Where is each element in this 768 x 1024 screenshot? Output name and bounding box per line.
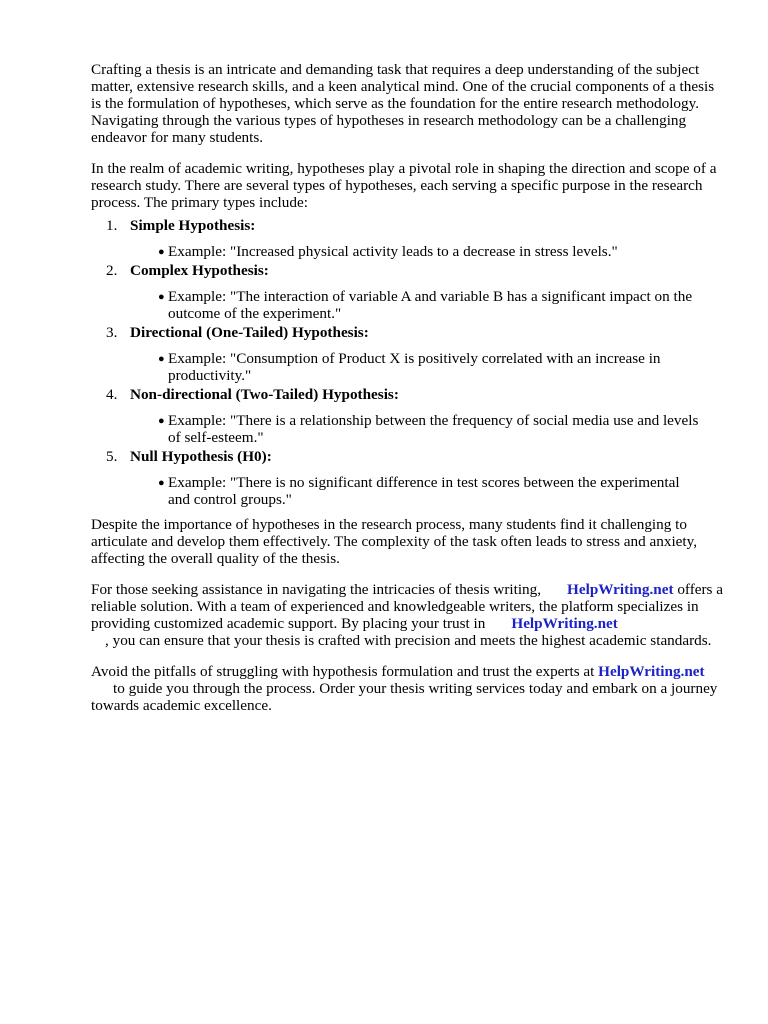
- list-item-example-text: Example: "There is a relationship between the frequency of social media use and levels of self-esteem.": [168, 412, 699, 446]
- list-item-example-text: Example: "The interaction of variable A and variable B has a significant impact on the outcome of the experiment.": [168, 288, 693, 322]
- helpwriting-link[interactable]: HelpWriting.net: [598, 663, 705, 680]
- list-item-number: 5.: [106, 448, 118, 465]
- assistance-paragraph: [91, 581, 723, 649]
- document-body: [91, 61, 723, 728]
- closing-text-1: Avoid the pitfalls of struggling with hypothesis formulation and trust the experts at: [91, 663, 595, 680]
- list-item-number: 2.: [106, 262, 118, 279]
- list-item: [91, 386, 723, 446]
- list-item-example-text: Example: "Increased physical activity leads to a decrease in stress levels.": [168, 243, 618, 260]
- closing-text-2: to guide you through the process. Order your thesis writing services today and embark on a journey towards academic excellence.: [91, 680, 718, 714]
- list-item-title: Complex Hypothesis:: [130, 262, 269, 279]
- intro-paragraph: Crafting a thesis is an intricate and demanding task that requires a deep understanding of the subject matter, extensive research skills, and a keen analytical mind. One of the crucial components of a thesis is the formulation of hypotheses, which serve as the foundation for the entire research methodology. Navigating through the various types of hypotheses in research methodology can be a challenging endeavor for many students.: [91, 61, 715, 146]
- challenge-paragraph: Despite the importance of hypotheses in the research process, many students find it challenging to articulate and develop them effectively. The complexity of the task often leads to stress and anxiety, affecting the overall quality of the thesis.: [91, 516, 698, 567]
- types-intro-paragraph: In the realm of academic writing, hypotheses play a pivotal role in shaping the direction and scope of a research study. There are several types of hypotheses, each serving a specific purpose in the research process. The primary types include:: [91, 160, 717, 211]
- bullet-icon: ●: [158, 415, 165, 427]
- list-item-example: [130, 243, 700, 260]
- list-item-number: 1.: [106, 217, 118, 234]
- list-item: [91, 217, 723, 260]
- closing-paragraph: [91, 663, 723, 714]
- hypothesis-types-list: [91, 217, 723, 508]
- assistance-text-1: For those seeking assistance in navigating the intricacies of thesis writing,: [91, 581, 542, 598]
- list-item-example-text: Example: "There is no significant difference in test scores between the experimental and control groups.": [168, 474, 680, 508]
- list-item-number: 4.: [106, 386, 118, 403]
- helpwriting-link[interactable]: HelpWriting.net: [511, 615, 618, 632]
- list-item-example: [130, 288, 700, 322]
- assistance-text-3: , you can ensure that your thesis is crafted with precision and meets the highest academic standards.: [105, 632, 712, 649]
- bullet-icon: ●: [158, 291, 165, 303]
- list-item-example: [130, 350, 700, 384]
- bullet-icon: ●: [158, 353, 165, 365]
- list-item-title: Simple Hypothesis:: [130, 217, 256, 234]
- list-item-title: Null Hypothesis (H0):: [130, 448, 272, 465]
- helpwriting-link[interactable]: HelpWriting.net: [567, 581, 674, 598]
- list-item-example-text: Example: "Consumption of Product X is positively correlated with an increase in productivity.": [168, 350, 661, 384]
- list-item: [91, 448, 723, 508]
- assistance-text-2: offers a reliable solution. With a team of experienced and knowledgeable writers, the platform specializes in providing customized academic support. By placing your trust in: [91, 581, 723, 632]
- list-item: [91, 262, 723, 322]
- list-item: [91, 324, 723, 384]
- list-item-title: Directional (One-Tailed) Hypothesis:: [130, 324, 369, 341]
- list-item-title: Non-directional (Two-Tailed) Hypothesis:: [130, 386, 399, 403]
- list-item-number: 3.: [106, 324, 118, 341]
- list-item-example: [130, 412, 700, 446]
- bullet-icon: ●: [158, 246, 165, 258]
- bullet-icon: ●: [158, 477, 165, 489]
- list-item-example: [130, 474, 700, 508]
